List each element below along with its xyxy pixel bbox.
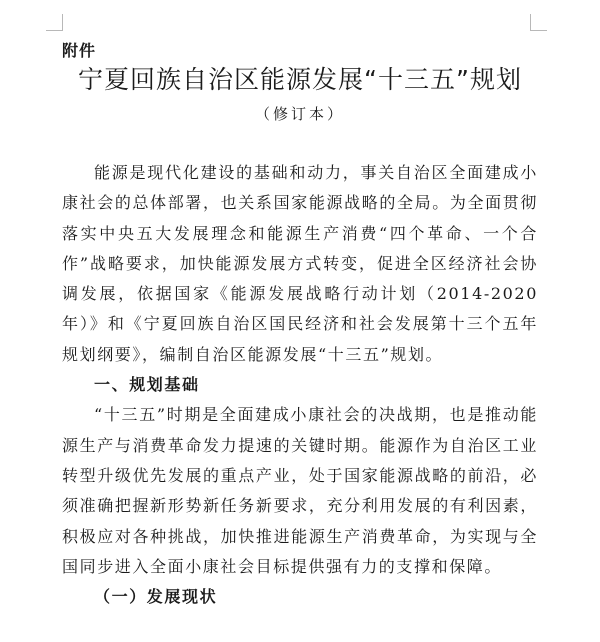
crop-mark-top-right (530, 14, 547, 31)
intro-paragraph: 能源是现代化建设的基础和动力，事关自治区全面建成小康社会的总体部署，也关系国家能源战略的全局。为全面贯彻落实中央五大发展理念和能源生产消费“四个革命、一个合作”战略要求，加快能源发展方式转变，促进全区经济社会协调发展，依据国家《能源发展战略行动计划（2014-2020年）》和《宁夏回族自治区国民经济和社会发展第十三个五年规划纲要》，编制自治区能源发展“十三五”规划。 (62, 163, 538, 364)
section-heading-planning-basis: 一、规划基础 (94, 375, 200, 395)
crop-mark-top-left (46, 14, 63, 31)
document-body (62, 158, 538, 612)
subsection-heading-current-status: （一）发展现状 (94, 587, 218, 607)
attachment-label: 附件 (62, 41, 97, 60)
document-title: 宁夏回族自治区能源发展“十三五”规划 (78, 65, 522, 94)
document-subtitle: （修订本） (254, 105, 345, 123)
section-paragraph-planning-basis: “十三五”时期是全面建成小康社会的决战期，也是推动能源生产与消费革命发力提速的关键时期。能源作为自治区工业转型升级优先发展的重点产业，处于国家能源战略的前沿，必须准确把握新形势新任务新要求，充分利用发展的有利因素，积极应对各种挑战，加快推进能源生产消费革命，为实现与全国同步进入全面小康社会目标提供强有力的支撑和保障。 (62, 405, 538, 576)
